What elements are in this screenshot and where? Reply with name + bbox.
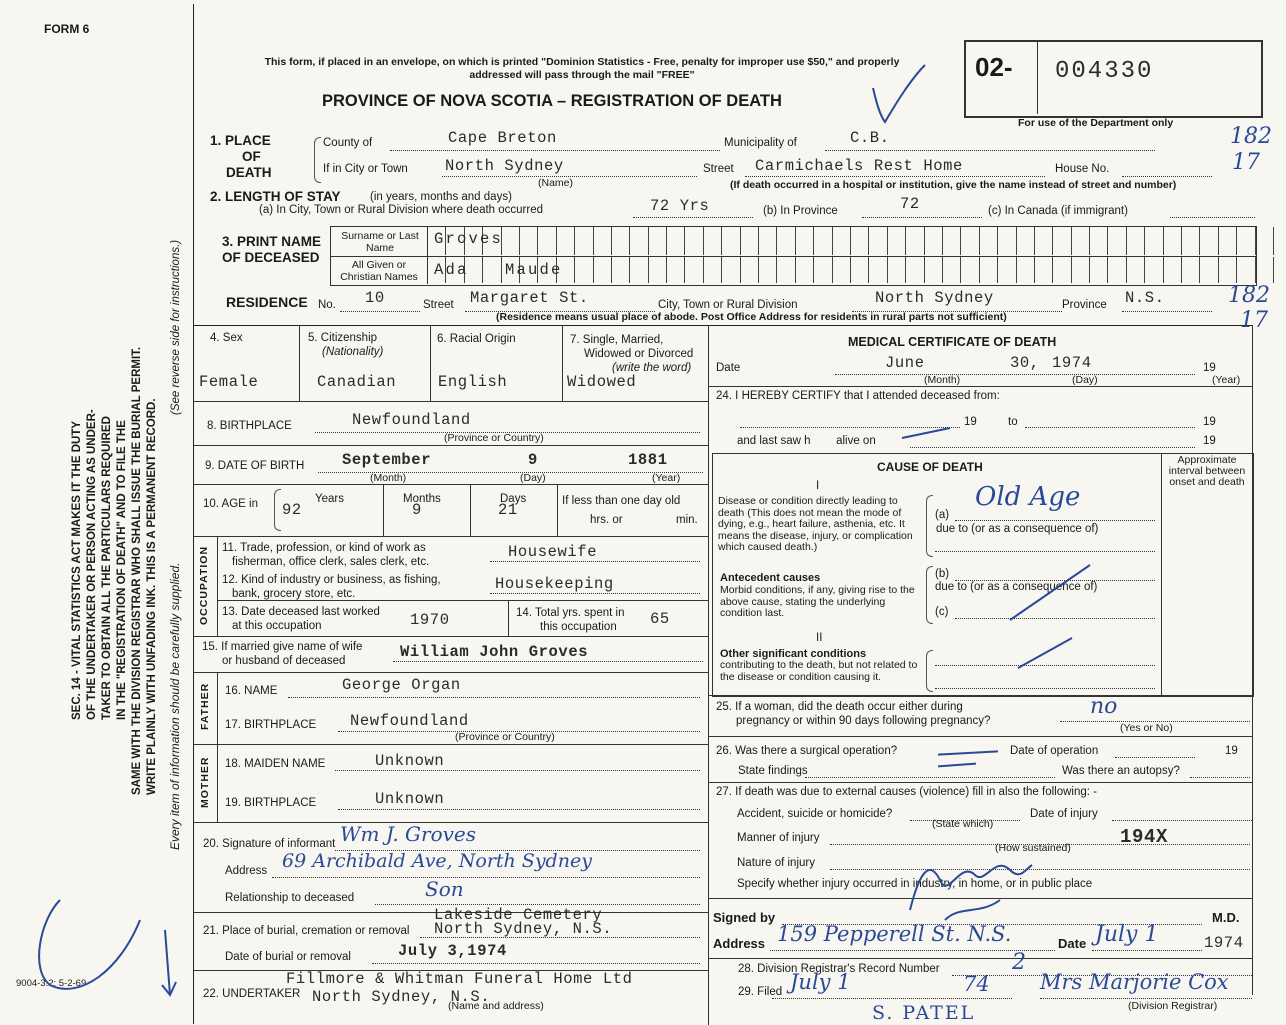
name-caption: (Name) xyxy=(538,177,574,189)
municipality-label: Municipality of xyxy=(724,137,797,149)
father-bp-caption: (Province or Country) xyxy=(455,731,555,743)
last-worked-label: 13. Date deceased last worked at this occupation xyxy=(222,606,380,632)
date-label: Date xyxy=(1058,936,1087,951)
cause-title: CAUSE OF DEATH xyxy=(877,460,983,474)
death-day-cap: (Day) xyxy=(1072,374,1098,386)
trade-label: 11. Trade, profession, or kind of work as fisherman, office clerk, sales clerk, etc. xyxy=(222,542,430,568)
birthplace-caption: (Province or Country) xyxy=(444,432,544,444)
cause-brace-1 xyxy=(926,495,933,557)
address-label: Address xyxy=(713,936,766,951)
other-title: Other significant conditions xyxy=(720,648,867,660)
findings-label: State findings xyxy=(738,765,808,777)
accident-label: Accident, suicide or homicide? xyxy=(737,808,893,820)
specify-label: Specify whether injury occurred in industry, in home, or in public place xyxy=(737,878,1093,890)
nature-label: Nature of injury xyxy=(737,857,815,869)
due-to-2: due to (or as a consequence of) xyxy=(935,581,1098,593)
q26-label: 26. Was there a surgical operation? xyxy=(716,745,898,757)
margin-code-2: 17 xyxy=(1232,150,1260,175)
check-mark xyxy=(865,60,935,130)
mother-maiden-label: 18. MAIDEN NAME xyxy=(225,758,326,770)
street-label: Street xyxy=(703,163,734,175)
age-brace xyxy=(274,489,281,531)
place-brace xyxy=(314,137,321,183)
record-number: 2 xyxy=(1012,950,1026,975)
burial-place-1: Lakeside Cemetery xyxy=(434,906,603,924)
postal-notice: This form, if placed in an envelope, on which is printed "Dominion Statistics - Free, penalty for improper use $50," and properly addressed will pass through the mail "FREE" xyxy=(264,56,900,81)
surname-grid xyxy=(428,227,1286,255)
residence-note: (Residence means usual place of abode. Post Office Address for residents in rural parts not sufficient) xyxy=(496,311,1007,323)
dept-note: For use of the Department only xyxy=(1018,117,1174,129)
margin-pen-stroke xyxy=(20,770,190,1010)
residence-label: RESIDENCE xyxy=(226,294,308,310)
spouse-label: 15. If married give name of wife or husband of deceased xyxy=(202,641,363,667)
informant-address: 69 Archibald Ave, North Sydney xyxy=(282,850,592,872)
page-title: PROVINCE OF NOVA SCOTIA – REGISTRATION OF DEATH xyxy=(322,92,782,110)
undertaker-caption: (Name and address) xyxy=(448,1000,544,1012)
given-name-1: Ada xyxy=(434,261,469,279)
cause-b-label: (b) xyxy=(935,568,950,580)
stay-b-value: 72 xyxy=(900,195,920,213)
sex-value: Female xyxy=(199,373,259,391)
mother-maiden: Unknown xyxy=(375,752,445,770)
cause-a-value: Old Age xyxy=(975,482,1081,512)
informant-address-label: Address xyxy=(225,865,268,877)
certify-to: to xyxy=(1008,416,1018,428)
pen-dash xyxy=(900,420,960,445)
city-value: North Sydney xyxy=(445,157,564,175)
stamp-value: 194X xyxy=(1120,826,1169,848)
undertaker-label: 22. UNDERTAKER xyxy=(203,988,301,1000)
antecedent-label: Morbid conditions, if any, giving rise to the above cause, stating the underlying condition last. xyxy=(720,584,915,619)
name-label: 3. PRINT NAME OF DECEASED xyxy=(222,234,322,265)
stay-b-label: (b) In Province xyxy=(763,205,838,217)
county-value: Cape Breton xyxy=(448,129,557,147)
mother-bp: Unknown xyxy=(375,790,445,808)
last-saw-19: 19 xyxy=(1203,435,1216,447)
informant-sig-label: 20. Signature of informant xyxy=(203,838,336,850)
injury-date-label: Date of injury xyxy=(1030,808,1098,820)
pen-slash-2 xyxy=(1010,630,1080,675)
residence-street-label: Street xyxy=(423,299,454,311)
citizenship-label: 5. Citizenship xyxy=(308,332,378,344)
death-date-label: Date xyxy=(716,362,741,374)
certify-label: 24. I HEREBY CERTIFY that I attended deceased from: xyxy=(716,390,1000,402)
stay-c-label: (c) In Canada (if immigrant) xyxy=(988,205,1128,217)
relationship-value: Son xyxy=(425,877,464,901)
manner-label: Manner of injury xyxy=(737,832,820,844)
pen-slash-1 xyxy=(1000,560,1100,630)
county-label: County of xyxy=(323,137,373,149)
cause-brace-2 xyxy=(926,566,933,624)
age-days-label: Days xyxy=(500,493,527,505)
spouse-value: William John Groves xyxy=(400,643,589,661)
informant-signature: Wm J. Groves xyxy=(340,822,477,846)
op-19: 19 xyxy=(1225,745,1238,757)
form-code: 9004-3.2: 5-2-69 xyxy=(16,978,87,989)
antecedent-title: Antecedent causes xyxy=(720,572,821,584)
registrar-caption: (Division Registrar) xyxy=(1128,1000,1218,1012)
length-of-stay-note: (in years, months and days) xyxy=(370,191,512,203)
death-day: 30, xyxy=(1010,354,1040,372)
filed-label: 29. Filed xyxy=(738,986,783,998)
burial-place-2: North Sydney, N.S. xyxy=(434,920,613,938)
municipality-value: C.B. xyxy=(850,129,890,147)
dob-year-cap: (Year) xyxy=(652,472,681,484)
q25-answer: no xyxy=(1090,694,1118,719)
margin-code-3: 182 xyxy=(1228,283,1270,308)
age-months-label: Months xyxy=(403,493,441,505)
clerk-initials: S. PATEL xyxy=(872,1002,976,1024)
certify-19-b: 19 xyxy=(1203,416,1216,428)
age-min: min. xyxy=(676,514,698,526)
undertaker-name: Fillmore & Whitman Funeral Home Ltd xyxy=(286,970,633,988)
interval-label: Approximate interval between onset and death xyxy=(1168,454,1246,488)
trade-value: Housewife xyxy=(508,543,598,561)
last-worked-value: 1970 xyxy=(410,611,450,629)
house-label: House No. xyxy=(1055,163,1110,175)
reverse-note: (See reverse side for instructions.) xyxy=(170,239,182,415)
age-days: 21 xyxy=(498,501,518,519)
death-year: 1974 xyxy=(1052,354,1092,372)
last-saw-label: and last saw h alive on xyxy=(737,435,876,447)
marital-label: 7. Single, Married, Widowed or Divorced (write the word) xyxy=(570,334,694,374)
md-label: M.D. xyxy=(1212,910,1240,925)
registrar-name: Mrs Marjorie Cox xyxy=(1040,970,1229,994)
burial-place-label: 21. Place of burial, cremation or removal xyxy=(203,925,410,937)
age-years: 92 xyxy=(282,501,302,519)
margin-code-1: 182 xyxy=(1230,124,1272,149)
residence-city-label: City, Town or Rural Division xyxy=(658,299,798,311)
physician-address: 159 Pepperell St. N.S. xyxy=(777,922,1012,946)
street-value: Carmichaels Rest Home xyxy=(755,157,963,175)
death-month: June xyxy=(885,354,925,372)
given-name-2: Maude xyxy=(505,261,563,279)
marital-value: Widowed xyxy=(567,373,637,391)
sex-label: 4. Sex xyxy=(210,332,243,344)
form-label: FORM 6 xyxy=(44,22,90,36)
autopsy-label: Was there an autopsy? xyxy=(1062,765,1180,777)
age-months: 9 xyxy=(412,501,422,519)
racial-label: 6. Racial Origin xyxy=(437,333,516,345)
surname-value: Groves xyxy=(434,230,504,248)
father-side: FATHER xyxy=(199,682,211,730)
surname-label: Surname or Last Name xyxy=(341,230,419,254)
father-bp-label: 17. BIRTHPLACE xyxy=(225,719,317,731)
direct-cause-label: Disease or condition directly leading to death (This does not mean the mode of dying, e.g., heart failure, asthenia, etc. It means the disease, injury, or complication which caused death.) xyxy=(718,495,913,553)
age-less-label: If less than one day old xyxy=(562,495,681,507)
cause-c-label: (c) xyxy=(935,606,949,618)
occupation-side: OCCUPATION xyxy=(198,545,210,625)
due-to-1: due to (or as a consequence of) xyxy=(936,523,1099,535)
mother-side: MOTHER xyxy=(199,756,211,808)
father-name: George Organ xyxy=(342,676,461,694)
undertaker-address: North Sydney, N.S. xyxy=(312,988,491,1006)
city-label: If in City or Town xyxy=(323,163,408,175)
every-item-note: Every item of information should be carefully supplied. xyxy=(168,562,182,850)
dob-month-cap: (Month) xyxy=(370,472,407,484)
dob-day: 9 xyxy=(528,451,538,469)
length-of-stay-label: 2. LENGTH OF STAY xyxy=(210,189,341,204)
burial-date-label: Date of burial or removal xyxy=(225,951,351,963)
part-1: I xyxy=(816,480,820,492)
citizenship-value: Canadian xyxy=(317,373,397,391)
death-year-cap: (Year) xyxy=(1212,374,1241,386)
citizenship-sub: (Nationality) xyxy=(322,346,384,358)
mother-bp-label: 19. BIRTHPLACE xyxy=(225,797,317,809)
burial-date: July 3,1974 xyxy=(398,942,507,960)
certify-19: 19 xyxy=(964,416,977,428)
age-hrs: hrs. or xyxy=(590,514,623,526)
filed-date: July 1 xyxy=(790,970,851,994)
cause-a-label: (a) xyxy=(935,509,950,521)
record-label: 28. Division Registrar's Record Number xyxy=(738,963,940,975)
residence-province: N.S. xyxy=(1125,289,1165,307)
father-name-label: 16. NAME xyxy=(225,685,278,697)
yes-no-caption: (Yes or No) xyxy=(1120,722,1173,734)
industry-value: Housekeeping xyxy=(495,575,614,593)
given-label: All Given or Christian Names xyxy=(340,259,418,283)
racial-value: English xyxy=(438,373,508,391)
death-month-cap: (Month) xyxy=(924,374,961,386)
residence-street: Margaret St. xyxy=(470,289,589,307)
industry-label: 12. Kind of industry or business, as fishing, bank, grocery store, etc. xyxy=(222,574,441,600)
hospital-note: (If death occurred in a hospital or institution, give the name instead of street and number) xyxy=(730,179,1177,191)
q27-label: 27. If death was due to external causes (violence) fill in also the following: - xyxy=(716,786,1097,798)
other-label: contributing to the death, but not related to the disease or condition causing it. xyxy=(720,659,918,683)
dob-year: 1881 xyxy=(628,451,668,469)
q25-label: 25. If a woman, did the death occur either during pregnancy or within 90 days following pregnancy? xyxy=(716,701,991,727)
medical-title: MEDICAL CERTIFICATE OF DEATH xyxy=(848,335,1057,349)
residence-no-label: No. xyxy=(318,299,336,311)
registration-number: 004330 xyxy=(1055,58,1154,85)
father-bp: Newfoundland xyxy=(350,712,469,730)
part-2: II xyxy=(816,632,823,644)
relationship-label: Relationship to deceased xyxy=(225,892,355,904)
registration-prefix: 02- xyxy=(975,52,1013,82)
state-which-caption: (State which) xyxy=(932,818,994,830)
total-years-value: 65 xyxy=(650,610,670,628)
total-years-label: 14. Total yrs. spent in this occupation xyxy=(516,607,625,633)
dob-label: 9. DATE OF BIRTH xyxy=(205,460,305,472)
residence-city: North Sydney xyxy=(875,289,994,307)
act-notice: SEC. 14 - VITAL STATISTICS ACT MAKES IT THE DUTY OF THE UNDERTAKER OR PERSON ACTING AS UNDER- TAKER TO OBTAIN ALL THE PARTICULARS REQUIRED IN THE "REGISTRATION OF DEATH" AND TO FILE THE xyxy=(71,409,128,720)
act-notice-2: SAME WITH THE DIVISION REGISTRAR WHO SHALL ISSUE THE BURIAL PERMIT. WRITE PLAINLY WITH UNFADING INK. THIS IS A PERMANENT RECORD. xyxy=(131,346,158,795)
cause-brace-3 xyxy=(926,650,933,692)
stay-a-label: (a) In City, Town or Rural Division where death occurred xyxy=(259,204,543,216)
age-years-label: Years xyxy=(315,493,344,505)
birthplace-value: Newfoundland xyxy=(352,411,471,429)
dob-day-cap: (Day) xyxy=(520,472,546,484)
signed-by-label: Signed by xyxy=(713,910,776,925)
physician-date: July 1 xyxy=(1095,922,1159,947)
residence-no: 10 xyxy=(365,289,385,307)
physician-date-year: 1974 xyxy=(1204,934,1244,952)
physician-signature xyxy=(900,850,1040,930)
death-19: 19 xyxy=(1203,362,1216,374)
margin-code-4: 17 xyxy=(1240,308,1268,333)
op-date-label: Date of operation xyxy=(1010,745,1099,757)
filed-year: 74 xyxy=(963,972,990,996)
how-caption: (How sustained) xyxy=(995,842,1071,854)
age-label: 10. AGE in xyxy=(203,498,258,510)
stay-a-value: 72 Yrs xyxy=(650,197,710,215)
residence-province-label: Province xyxy=(1062,299,1107,311)
place-of-death-label: 1. PLACE OF DEATH xyxy=(210,133,272,180)
birthplace-label: 8. BIRTHPLACE xyxy=(207,420,292,432)
dob-month: September xyxy=(342,451,432,469)
